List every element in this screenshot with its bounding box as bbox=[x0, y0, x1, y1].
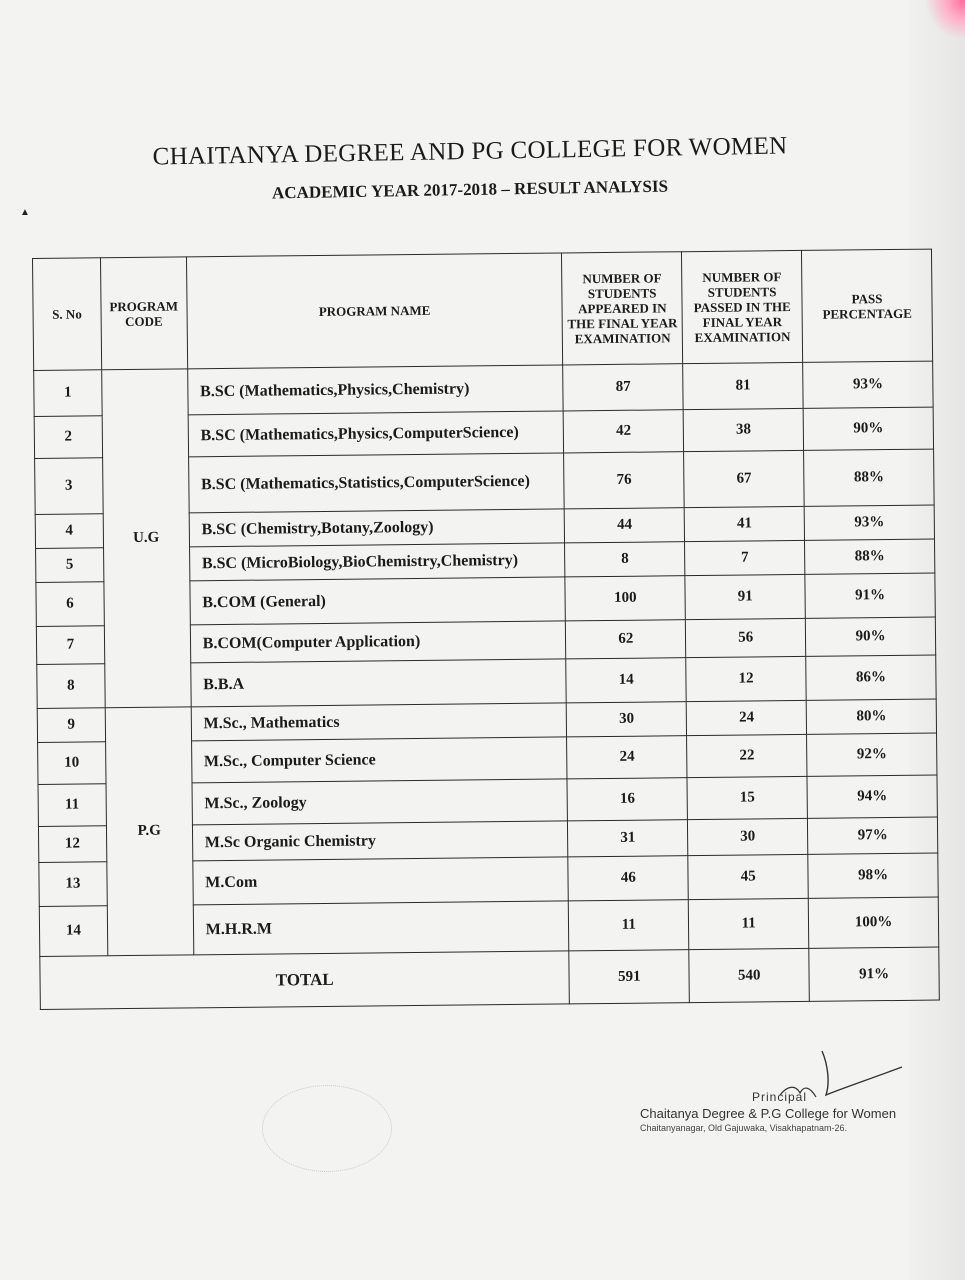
faint-seal-mark bbox=[262, 1085, 392, 1172]
cell-sno: 8 bbox=[37, 664, 105, 709]
cell-sno: 3 bbox=[35, 458, 103, 515]
signatory-address: Chaitanyanagar, Old Gajuwaka, Visakhapatnam-26. bbox=[640, 1123, 847, 1133]
cell-pass-percentage: 91% bbox=[805, 573, 935, 618]
cell-sno: 5 bbox=[36, 548, 104, 583]
cell-appeared: 76 bbox=[564, 452, 684, 509]
result-analysis-table bbox=[32, 249, 940, 1010]
result-table-wrapper bbox=[32, 249, 940, 1010]
cell-program-name: B.SC (Mathematics,Physics,ComputerScience) bbox=[188, 411, 564, 457]
cell-appeared: 46 bbox=[568, 856, 688, 901]
cell-pass-percentage: 88% bbox=[804, 449, 934, 506]
cell-appeared: 100 bbox=[565, 576, 685, 621]
cell-passed: 30 bbox=[688, 818, 808, 855]
table-body bbox=[34, 361, 940, 1009]
cell-appeared: 24 bbox=[567, 736, 687, 779]
cell-program-name: B.B.A bbox=[190, 659, 566, 707]
cell-pass-percentage: 92% bbox=[807, 733, 937, 776]
cell-passed: 45 bbox=[688, 854, 808, 899]
cell-appeared: 62 bbox=[566, 620, 686, 659]
cell-sno: 11 bbox=[38, 784, 106, 827]
cell-pass-percentage: 93% bbox=[804, 505, 934, 540]
program-code-ug: U.G bbox=[101, 369, 190, 708]
cell-sno: 1 bbox=[34, 370, 102, 417]
cell-passed: 56 bbox=[686, 618, 806, 657]
cell-program-name: M.Sc., Mathematics bbox=[191, 703, 567, 741]
cell-passed: 91 bbox=[685, 574, 805, 619]
cell-program-name: B.SC (Mathematics,Statistics,ComputerScience) bbox=[188, 453, 564, 513]
cell-program-name: M.Sc., Computer Science bbox=[191, 737, 567, 783]
total-pass-percentage: 91% bbox=[809, 947, 939, 1001]
cell-appeared: 8 bbox=[565, 542, 685, 577]
cell-appeared: 42 bbox=[563, 410, 683, 453]
total-label: TOTAL bbox=[40, 951, 570, 1010]
total-appeared: 591 bbox=[569, 950, 689, 1004]
cell-program-name: B.SC (Chemistry,Botany,Zoology) bbox=[189, 509, 565, 547]
cell-program-name: M.Sc., Zoology bbox=[192, 779, 568, 825]
cell-pass-percentage: 86% bbox=[806, 655, 936, 700]
cell-pass-percentage: 90% bbox=[805, 617, 935, 656]
cell-pass-percentage: 80% bbox=[806, 699, 936, 734]
cell-passed: 24 bbox=[686, 700, 806, 735]
cell-sno: 6 bbox=[36, 582, 104, 627]
cell-passed: 15 bbox=[687, 776, 807, 819]
header-pass-percentage: PASS PERCENTAGE bbox=[802, 249, 933, 362]
cell-appeared: 11 bbox=[569, 900, 689, 951]
cell-sno: 2 bbox=[34, 416, 102, 459]
cell-pass-percentage: 93% bbox=[803, 361, 933, 408]
program-code-pg: P.G bbox=[105, 707, 194, 956]
cell-program-name: B.SC (Mathematics,Physics,Chemistry) bbox=[187, 365, 563, 415]
cell-program-name: M.Sc Organic Chemistry bbox=[192, 821, 568, 861]
cell-passed: 7 bbox=[685, 540, 805, 575]
cell-appeared: 16 bbox=[567, 778, 687, 821]
cell-pass-percentage: 88% bbox=[805, 539, 935, 574]
total-passed: 540 bbox=[689, 948, 809, 1002]
cell-appeared: 30 bbox=[567, 702, 687, 737]
header-sno: S. No bbox=[33, 258, 102, 371]
cell-program-name: B.COM(Computer Application) bbox=[190, 621, 566, 663]
cell-pass-percentage: 100% bbox=[808, 897, 938, 948]
cell-appeared: 31 bbox=[568, 820, 688, 857]
cell-sno: 12 bbox=[38, 826, 106, 863]
signatory-role: Principal bbox=[752, 1090, 808, 1104]
cell-passed: 67 bbox=[684, 450, 804, 507]
cell-appeared: 14 bbox=[566, 658, 686, 703]
header-program-code: PROGRAM CODE bbox=[100, 257, 187, 370]
table-header-row bbox=[33, 249, 933, 370]
cell-pass-percentage: 90% bbox=[803, 407, 933, 450]
cell-sno: 4 bbox=[35, 514, 103, 549]
cell-pass-percentage: 98% bbox=[808, 853, 938, 898]
cell-passed: 41 bbox=[684, 506, 804, 541]
corner-smudge bbox=[925, 0, 965, 40]
college-title: CHAITANYA DEGREE AND PG COLLEGE FOR WOMEN bbox=[152, 132, 788, 171]
cell-pass-percentage: 97% bbox=[808, 817, 938, 854]
cell-passed: 22 bbox=[687, 734, 807, 777]
document-subtitle: ACADEMIC YEAR 2017-2018 – RESULT ANALYSIS bbox=[271, 176, 669, 203]
cell-passed: 12 bbox=[686, 656, 806, 701]
cell-sno: 10 bbox=[38, 742, 106, 785]
scan-mark-icon: ▲ bbox=[20, 207, 30, 218]
cell-passed: 81 bbox=[683, 362, 803, 409]
cell-sno: 13 bbox=[39, 862, 107, 907]
cell-program-name: B.COM (General) bbox=[190, 577, 566, 625]
cell-sno: 14 bbox=[39, 906, 107, 957]
cell-program-name: M.H.R.M bbox=[193, 901, 569, 955]
header-passed: NUMBER OF STUDENTS PASSED IN THE FINAL YEAR EXAMINATION bbox=[682, 250, 803, 363]
cell-appeared: 87 bbox=[563, 364, 683, 411]
cell-passed: 38 bbox=[683, 408, 803, 451]
cell-appeared: 44 bbox=[564, 508, 684, 543]
total-row bbox=[40, 947, 940, 1009]
header-program-name: PROGRAM NAME bbox=[186, 253, 563, 369]
header-appeared: NUMBER OF STUDENTS APPEARED IN THE FINAL YEAR EXAMINATION bbox=[562, 252, 683, 365]
signatory-institution: Chaitanya Degree & P.G College for Women bbox=[640, 1106, 897, 1121]
cell-passed: 11 bbox=[688, 898, 808, 949]
cell-sno: 7 bbox=[36, 626, 104, 665]
cell-program-name: B.SC (MicroBiology,BioChemistry,Chemistry) bbox=[189, 543, 565, 581]
cell-sno: 9 bbox=[37, 708, 105, 743]
cell-program-name: M.Com bbox=[193, 857, 569, 905]
principal-signature-block bbox=[640, 1090, 930, 1133]
cell-pass-percentage: 94% bbox=[807, 775, 937, 818]
